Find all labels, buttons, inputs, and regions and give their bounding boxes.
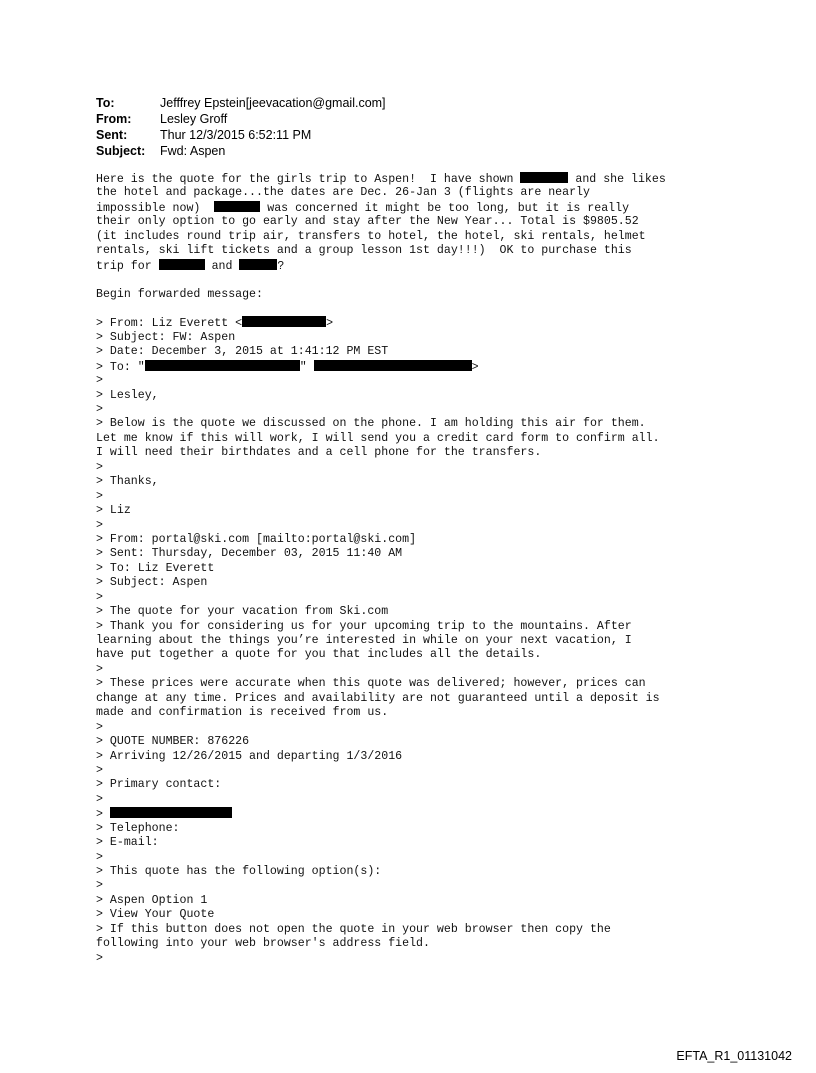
body-text: > bbox=[96, 808, 110, 822]
body-line: (it includes round trip air, transfers to hotel, the hotel, ski rentals, helmet bbox=[96, 229, 646, 243]
body-line: > Subject: Aspen bbox=[96, 576, 208, 590]
redaction-block bbox=[110, 807, 232, 818]
body-line: > bbox=[96, 792, 103, 806]
body-text: impossible now) bbox=[96, 201, 215, 215]
body-line: > Thank you for considering us for your upcoming trip to the mountains. After bbox=[96, 619, 632, 633]
document-id: EFTA_R1_01131042 bbox=[676, 1049, 792, 1063]
body-line: > bbox=[96, 879, 103, 893]
body-line: > Sent: Thursday, December 03, 2015 11:40 AM bbox=[96, 547, 403, 561]
body-text: > To: " bbox=[96, 360, 145, 374]
body-text: trip for bbox=[96, 259, 159, 273]
body-line bbox=[96, 302, 796, 316]
redaction-block bbox=[242, 316, 326, 327]
body-line: > From: portal@ski.com [mailto:portal@ski.com] bbox=[96, 532, 417, 546]
body-line: > bbox=[96, 489, 103, 503]
sent-row bbox=[96, 127, 386, 143]
body-line: > If this button does not open the quote in your web browser then copy the bbox=[96, 922, 611, 936]
body-line: following into your web browser's address field. bbox=[96, 937, 430, 951]
body-line: > Below is the quote we discussed on the phone. I am holding this air for them. bbox=[96, 417, 646, 431]
redaction-block bbox=[145, 360, 300, 371]
from-label: From: bbox=[96, 112, 132, 126]
body-line bbox=[96, 201, 796, 215]
body-line: > bbox=[96, 374, 103, 388]
redaction-block bbox=[214, 201, 260, 212]
body-line: change at any time. Prices and availability are not guaranteed until a deposit is bbox=[96, 691, 660, 705]
from-value: Lesley Groff bbox=[160, 112, 228, 126]
body-text: and bbox=[204, 259, 240, 273]
body-line: > E-mail: bbox=[96, 836, 159, 850]
body-line: have put together a quote for you that includes all the details. bbox=[96, 648, 542, 662]
email-header bbox=[96, 95, 386, 159]
body-text: > bbox=[471, 360, 479, 374]
body-line: > bbox=[96, 951, 103, 965]
body-line: > bbox=[96, 662, 103, 676]
to-row bbox=[96, 95, 386, 111]
body-line: > Aspen Option 1 bbox=[96, 893, 208, 907]
body-line: > Date: December 3, 2015 at 1:41:12 PM EST bbox=[96, 345, 389, 359]
subject-value: Fwd: Aspen bbox=[160, 144, 226, 158]
redaction-block bbox=[239, 259, 277, 270]
body-line: > bbox=[96, 460, 103, 474]
body-line: > QUOTE NUMBER: 876226 bbox=[96, 735, 250, 749]
body-line: > bbox=[96, 403, 103, 416]
body-line: > bbox=[96, 518, 103, 532]
body-text: > From: Liz Everett < bbox=[96, 317, 243, 331]
subject-label: Subject: bbox=[96, 144, 146, 158]
body-text: and she likes bbox=[568, 173, 666, 186]
body-line: > bbox=[96, 763, 103, 777]
body-text: was concerned it might be too long, but it is really bbox=[260, 201, 630, 215]
body-line: > To: Liz Everett bbox=[96, 561, 215, 575]
body-line: Begin forwarded message: bbox=[96, 287, 263, 301]
to-value: Jefffrey Epstein[jeevacation@gmail.com] bbox=[160, 96, 386, 110]
subject-row bbox=[96, 143, 386, 159]
body-line: made and confirmation is received from us. bbox=[96, 706, 389, 720]
body-line: > The quote for your vacation from Ski.com bbox=[96, 605, 389, 619]
body-text: > bbox=[326, 317, 334, 331]
body-line: rentals, ski lift tickets and a group lesson 1st day!!!) OK to purchase this bbox=[96, 244, 632, 258]
body-line: > These prices were accurate when this quote was delivered; however, prices can bbox=[96, 677, 646, 691]
body-line: the hotel and package...the dates are Dec. 26-Jan 3 (flights are nearly bbox=[96, 186, 590, 200]
body-text: Here is the quote for the girls trip to Aspen! I have shown bbox=[96, 173, 521, 186]
redaction-block bbox=[159, 259, 205, 270]
sent-label: Sent: bbox=[96, 128, 128, 142]
redaction-block bbox=[520, 172, 568, 183]
body-line: > Arriving 12/26/2015 and departing 1/3/2016 bbox=[96, 749, 403, 763]
from-row bbox=[96, 111, 386, 127]
body-line: their only option to go early and stay after the New Year... Total is $9805.52 bbox=[96, 215, 639, 229]
body-line: learning about the things you’re interested in while on your next vacation, I bbox=[96, 634, 632, 647]
body-line bbox=[96, 259, 796, 273]
body-text: " bbox=[299, 360, 314, 374]
body-line: > Lesley, bbox=[96, 388, 159, 402]
body-line bbox=[96, 360, 796, 374]
body-line: I will need their birthdates and a cell phone for the transfers. bbox=[96, 446, 542, 460]
body-line: > Subject: FW: Aspen bbox=[96, 330, 236, 344]
body-line: > bbox=[96, 720, 103, 734]
to-label: To: bbox=[96, 96, 115, 110]
body-line: > bbox=[96, 850, 103, 864]
body-line: > Primary contact: bbox=[96, 778, 222, 792]
body-line bbox=[96, 807, 796, 821]
body-line: Let me know if this will work, I will send you a credit card form to confirm all. bbox=[96, 431, 660, 445]
body-line: > Telephone: bbox=[96, 821, 180, 835]
body-line bbox=[96, 273, 796, 287]
body-line: > Liz bbox=[96, 504, 131, 518]
body-text: ? bbox=[277, 259, 285, 273]
body-line: > Thanks, bbox=[96, 475, 159, 489]
body-line: > bbox=[96, 590, 103, 604]
body-line: > This quote has the following option(s): bbox=[96, 865, 382, 878]
email-body bbox=[96, 172, 796, 966]
sent-value: Thur 12/3/2015 6:52:11 PM bbox=[160, 128, 312, 142]
redaction-block bbox=[314, 360, 472, 371]
body-line bbox=[96, 172, 796, 186]
body-line: > View Your Quote bbox=[96, 908, 215, 922]
body-line bbox=[96, 316, 796, 330]
